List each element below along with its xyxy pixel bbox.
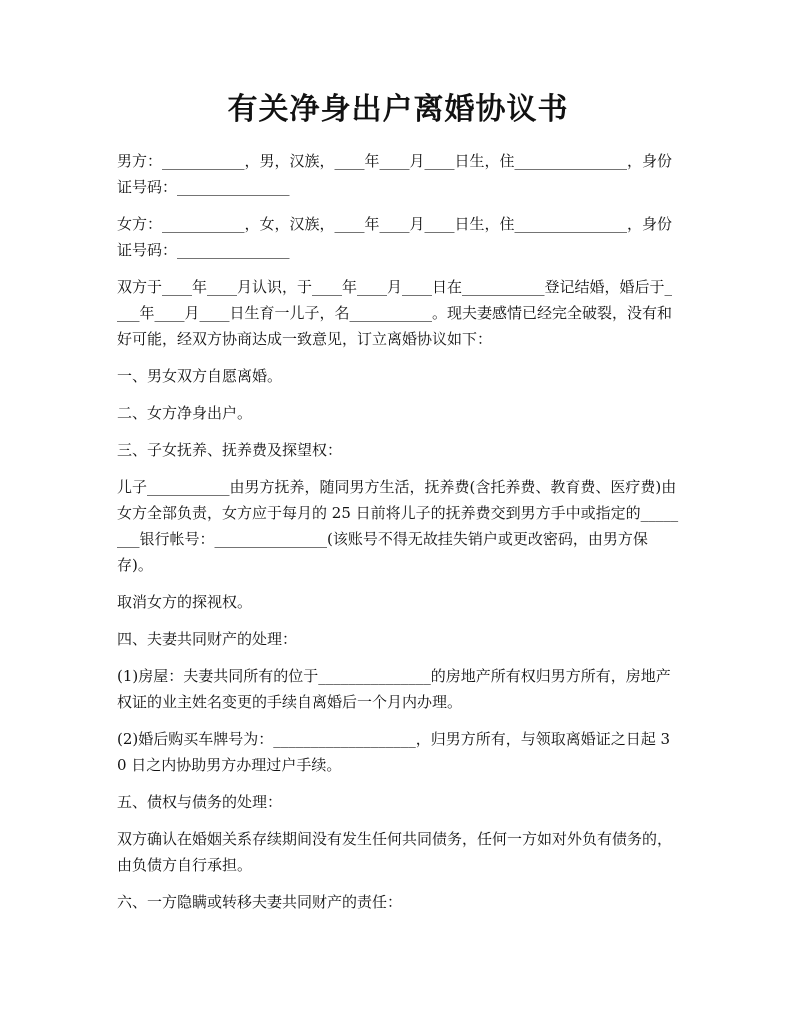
clause-6-heading: 六、一方隐瞒或转移夫妻共同财产的责任： [117,893,403,911]
clause-5-debts: 双方确认在婚姻关系存续期间没有发生任何共同债务，任何一方如对外负有债务的，由负债方自行承担。 [117,830,673,874]
document-title: 有关净身出户离婚协议书 [227,92,569,127]
clause-4-heading: 四、夫妻共同财产的处理： [117,630,298,648]
clause-wife-info: 女方：___________，女，汉族，____年____月____日生，住_______________，身份证号码：_______________ [117,215,673,259]
clause-1-heading: 一、男女双方自愿离婚。 [117,367,283,385]
clause-4-house: (1)房屋：夫妻共同所有的位于_______________的房地产所有权归男方所有，房地产权证的业主姓名变更的手续自离婚后一个月内办理。 [117,667,671,711]
clause-3-custody: 儿子___________由男方抚养，随同男方生活，抚养费(含托养费、教育费、医疗费)由女方全部负责，女方应于每月的 25 日前将儿子的抚养费交到男方手中或指定的________银行帐号：_______________(该账号不得无故挂失销户或更改密码，由男方保存)。 [117,478,679,574]
document-body [117,148,679,926]
clause-4-vehicle: (2)婚后购买车牌号为：___________________，归男方所有，与领取离婚证之日起 30 日之内协助男方办理过户手续。 [117,730,671,774]
clause-3-heading: 三、子女抚养、抚养费及探望权： [117,441,343,459]
clause-husband-info: 男方：___________，男，汉族，____年____月____日生，住_______________，身份证号码：_______________ [117,152,673,196]
clause-3-visitation: 取消女方的探视权。 [117,593,253,611]
clause-5-heading: 五、债权与债务的处理： [117,793,283,811]
clause-preamble: 双方于____年____月认识，于____年____月____日在___________登记结婚，婚后于____年____月____日生育一儿子，名___________。现夫妻感情已经完全破裂，没有和好可能，经双方协商达成一致意见，订立离婚协议如下： [117,278,673,348]
clause-2-heading: 二、女方净身出户。 [117,404,253,422]
